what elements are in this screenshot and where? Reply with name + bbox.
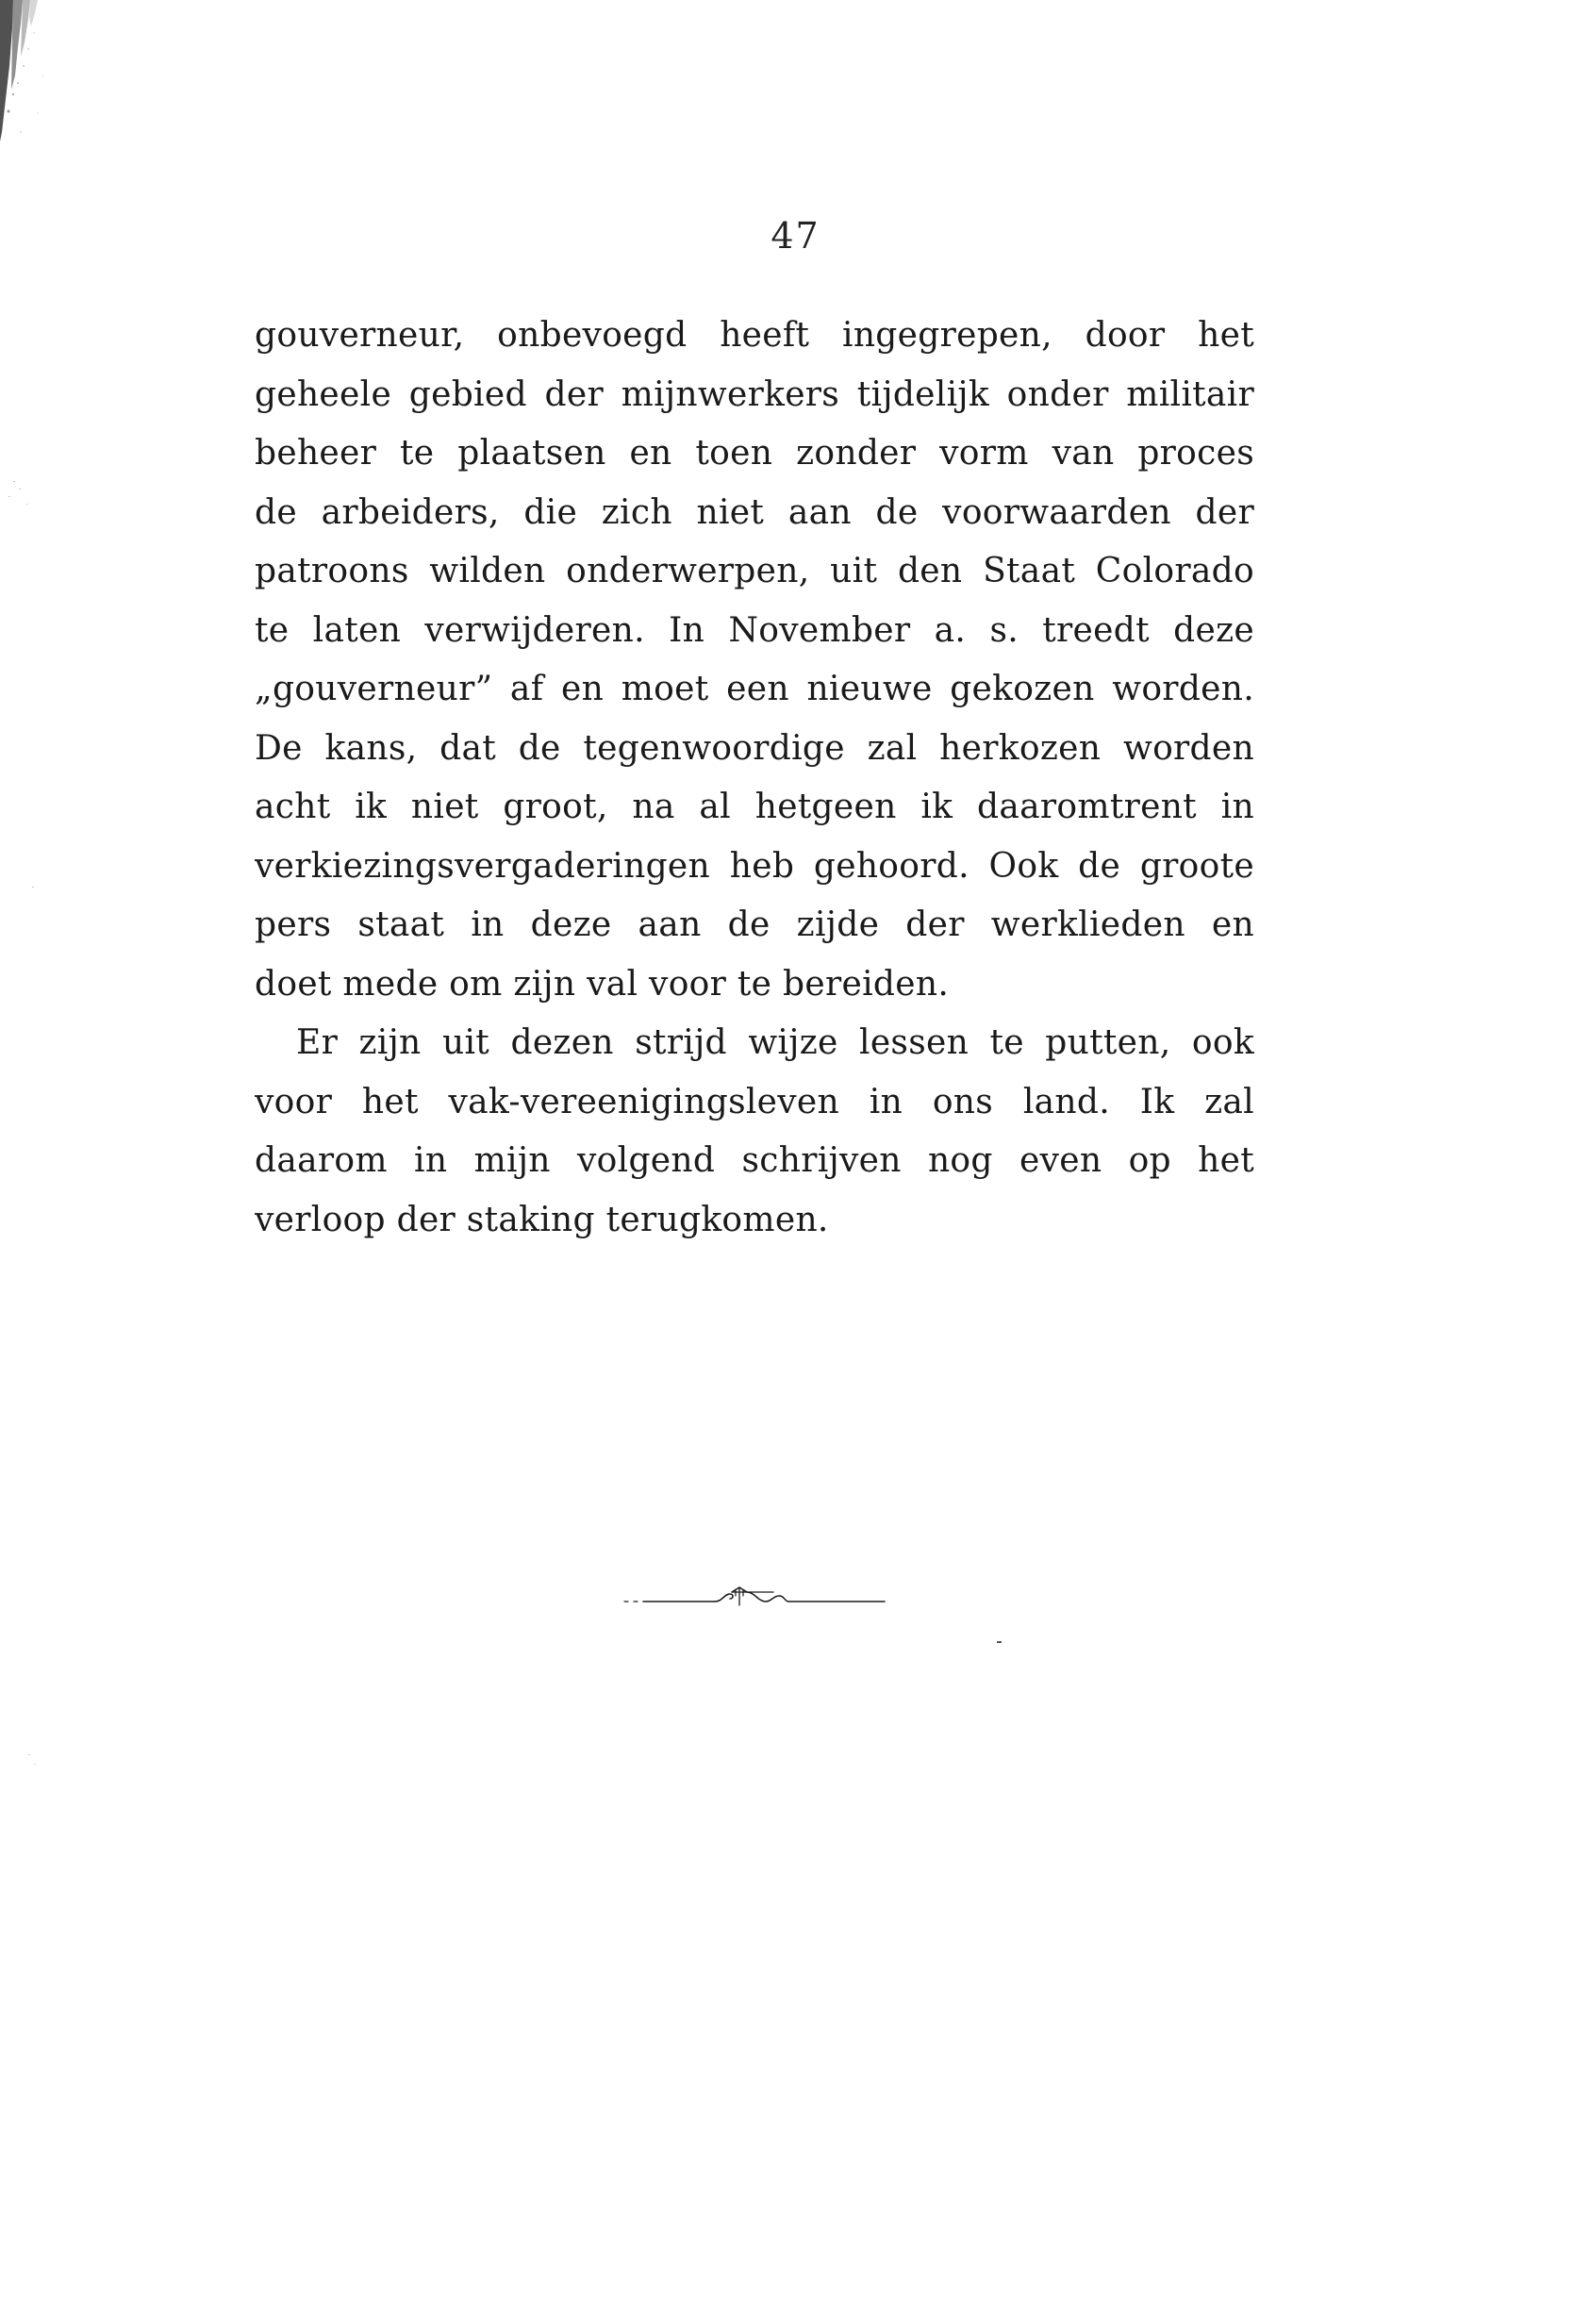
page-number: 47 bbox=[771, 215, 820, 257]
text-line: voor het vak-vereenigingsleven in ons land. Ik zal bbox=[255, 1082, 1254, 1121]
text-line: gouverneur, onbevoegd heeft ingegrepen, door het bbox=[255, 316, 1254, 355]
text-line: beheer te plaatsen en toen zonder vorm van proces bbox=[255, 434, 1254, 473]
scan-smudge bbox=[0, 0, 55, 141]
paragraph bbox=[255, 1014, 1254, 1250]
text-line: patroons wilden onderwerpen, uit den Staat Colorado bbox=[255, 552, 1254, 590]
text-line: verkiezingsvergaderingen heb gehoord. Ook de groote bbox=[255, 846, 1254, 886]
text-line: „gouverneur” af en moet een nieuwe gekozen worden. bbox=[255, 670, 1254, 708]
text-line: daarom in mijn volgend schrijven nog even op het bbox=[255, 1141, 1254, 1180]
text-line: acht ik niet groot, na al hetgeen ik daaromtrent in bbox=[255, 788, 1254, 826]
text-line: De kans, dat de tegenwoordige zal herkozen worden bbox=[255, 728, 1254, 768]
text-line: Er zijn uit dezen strijd wijze lessen te putten, ook bbox=[296, 1023, 1254, 1062]
scan-specks bbox=[0, 453, 38, 1962]
text-line: geheele gebied der mijnwerkers tijdelijk onder militair bbox=[255, 374, 1254, 414]
scan-speck bbox=[997, 1641, 1002, 1643]
body-text bbox=[255, 307, 1254, 1250]
paragraph bbox=[255, 307, 1254, 1014]
text-line: pers staat in deze aan de zijde der werklieden en bbox=[255, 905, 1254, 944]
tailpiece-ornament-icon bbox=[622, 1583, 887, 1611]
text-line: te laten verwijderen. In November a. s. treedt deze bbox=[255, 610, 1254, 650]
text-line: doet mede om zijn val voor te bereiden. bbox=[255, 964, 950, 1004]
text-line: de arbeiders, die zich niet aan de voorwaarden der bbox=[255, 492, 1254, 532]
text-line: verloop der staking terugkomen. bbox=[255, 1200, 829, 1239]
